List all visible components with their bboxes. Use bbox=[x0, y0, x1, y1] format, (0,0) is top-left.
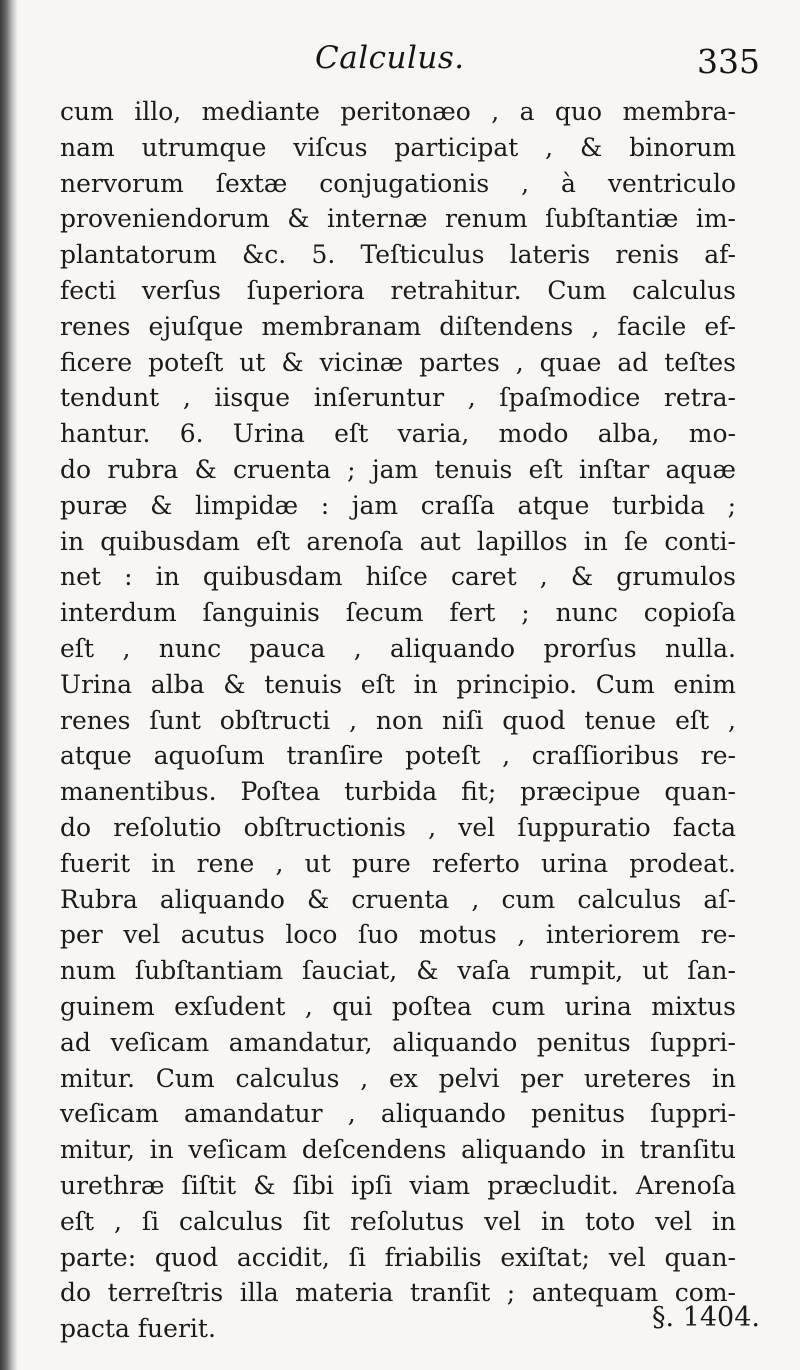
page-header bbox=[60, 40, 760, 90]
text-line: proveniendorum & internæ renum ſubſtantiæ im- bbox=[60, 204, 736, 234]
page-number: 335 bbox=[697, 42, 760, 81]
text-line: veſicam amandatur , aliquando penitus ſuppri- bbox=[60, 1099, 736, 1129]
catchword: §. 1404. bbox=[652, 1302, 760, 1333]
text-line: tendunt , iisque inſeruntur , ſpaſmodice retra- bbox=[60, 383, 736, 413]
text-line: eſt , nunc pauca , aliquando prorſus nulla. bbox=[60, 633, 736, 663]
text-line: mitur, in veſicam deſcendens aliquando in tranſitu bbox=[60, 1135, 736, 1165]
text-line: Urina alba & tenuis eſt in principio. Cum enim bbox=[60, 669, 736, 699]
text-line: pacta fuerit. bbox=[60, 1314, 216, 1344]
text-line: nam utrumque viſcus participat , & binorum bbox=[60, 132, 736, 162]
text-line: nervorum ſextæ conjugationis , à ventriculo bbox=[60, 168, 736, 198]
text-line: hantur. 6. Urina eſt varia, modo alba, mo- bbox=[60, 419, 736, 449]
text-line: num ſubſtantiam ſauciat, & vaſa rumpit, ut ſan- bbox=[60, 956, 736, 986]
text-line: puræ & limpidæ : jam craſſa atque turbida ; bbox=[60, 490, 736, 520]
text-line: Rubra aliquando & cruenta , cum calculus aſ- bbox=[60, 884, 736, 914]
text-line: fecti verſus ſuperiora retrahitur. Cum calculus bbox=[60, 275, 736, 305]
text-line: cum illo, mediante peritonæo , a quo membra- bbox=[60, 97, 736, 126]
text-line: do terreſtris illa materia tranſit ; antequam com- bbox=[60, 1278, 736, 1308]
text-line: fuerit in rene , ut pure referto urina prodeat. bbox=[60, 848, 736, 878]
text-line: renes ſunt obſtructi , non niſi quod tenue eſt , bbox=[60, 705, 736, 735]
body-text bbox=[60, 94, 736, 1347]
text-line: do reſolutio obſtructionis , vel ſuppuratio facta bbox=[60, 812, 736, 842]
binding-gutter-shadow bbox=[0, 0, 18, 1370]
text-line: urethræ ſiſtit & ſibi ipſi viam præcludit. Arenoſa bbox=[60, 1170, 736, 1200]
text-line: ad veſicam amandatur, aliquando penitus ſuppri- bbox=[60, 1027, 736, 1057]
text-line: mitur. Cum calculus , ex pelvi per ureteres in bbox=[60, 1063, 736, 1093]
text-line: net : in quibusdam hiſce caret , & grumulos bbox=[60, 562, 736, 592]
text-line: per vel acutus loco ſuo motus , interiorem re- bbox=[60, 920, 736, 950]
text-line: parte: quod accidit, ſi friabilis exiſtat; vel quan- bbox=[60, 1242, 736, 1272]
text-line: in quibusdam eſt arenoſa aut lapillos in ſe conti- bbox=[60, 526, 736, 556]
text-line: guinem exſudent , qui poſtea cum urina mixtus bbox=[60, 991, 736, 1021]
text-line: plantatorum &c. 5. Teſticulus lateris renis af- bbox=[60, 240, 736, 270]
text-line: atque aquoſum tranſire poteſt , craſſioribus re- bbox=[60, 741, 736, 771]
text-line: do rubra & cruenta ; jam tenuis eſt inſtar aquæ bbox=[60, 454, 736, 484]
running-head: Calculus. bbox=[315, 40, 465, 76]
text-line: ficere poteſt ut & vicinæ partes , quae ad teſtes bbox=[60, 347, 736, 377]
text-line: manentibus. Poſtea turbida fit; præcipue quan- bbox=[60, 777, 736, 807]
text-line: renes ejuſque membranam diſtendens , facile ef- bbox=[60, 311, 736, 341]
text-line: eſt , ſi calculus ſit reſolutus vel in toto vel in bbox=[60, 1206, 736, 1236]
text-line: interdum ſanguinis ſecum fert ; nunc copioſa bbox=[60, 598, 736, 628]
